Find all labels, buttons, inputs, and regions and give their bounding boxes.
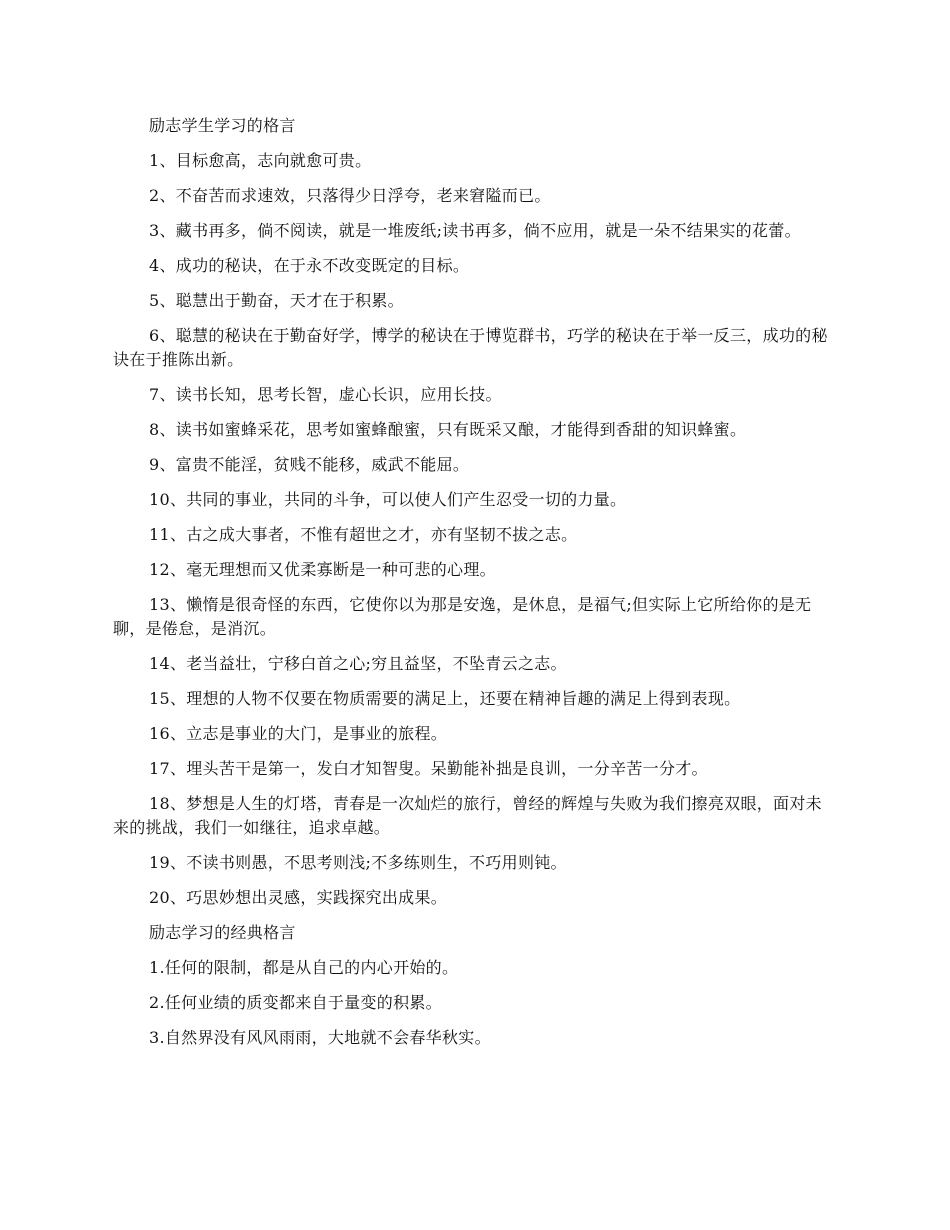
quote-paragraph: 12、毫无理想而又优柔寡断是一种可悲的心理。 (149, 560, 496, 579)
quote-paragraph: 3.自然界没有风风雨雨，大地就不会春华秋实。 (149, 1028, 491, 1047)
quote-paragraph: 15、理想的人物不仅要在物质需要的满足上，还要在精神旨趣的满足上得到表现。 (149, 689, 741, 708)
quote-paragraph: 1.任何的限制，都是从自己的内心开始的。 (149, 958, 459, 977)
quote-paragraph: 8、读书如蜜蜂采花，思考如蜜蜂酿蜜，只有既采又酿，才能得到香甜的知识蜂蜜。 (149, 420, 747, 439)
quote-paragraph: 2.任何业绩的质变都来自于量变的积累。 (149, 993, 442, 1012)
quote-paragraph: 17、埋头苦干是第一，发白才知智叟。呆勤能补拙是良训，一分辛苦一分才。 (149, 759, 708, 778)
section-heading: 励志学生学习的格言 (149, 116, 296, 135)
quote-paragraph: 6、聪慧的秘诀在于勤奋好学，博学的秘诀在于博览群书，巧学的秘诀在于举一反三，成功的秘诀在于推陈出新。 (113, 326, 828, 369)
quote-paragraph: 19、不读书则愚，不思考则浅;不多练则生，不巧用则钝。 (149, 853, 567, 872)
quote-paragraph: 11、古之成大事者，不惟有超世之才，亦有坚韧不拔之志。 (149, 525, 578, 544)
quote-paragraph: 13、懒惰是很奇怪的东西，它使你以为那是安逸，是休息，是福气;但实际上它所给你的是无聊，是倦怠，是消沉。 (113, 595, 812, 638)
quote-paragraph: 1、目标愈高，志向就愈可贵。 (149, 151, 372, 170)
quote-paragraph: 3、藏书再多，倘不阅读，就是一堆废纸;读书再多，倘不应用，就是一朵不结果实的花蕾。 (149, 221, 801, 240)
document-body (113, 114, 838, 1061)
quote-paragraph: 2、不奋苦而求速效，只落得少日浮夸，老来窘隘而已。 (149, 186, 551, 205)
section-heading: 励志学习的经典格言 (149, 923, 296, 942)
quote-paragraph: 14、老当益壮，宁移白首之心;穷且益坚，不坠青云之志。 (149, 654, 567, 673)
quote-paragraph: 18、梦想是人生的灯塔，青春是一次灿烂的旅行，曾经的辉煌与失败为我们擦亮双眼，面对未来的挑战，我们一如继往，追求卓越。 (113, 794, 822, 837)
quote-paragraph: 7、读书长知，思考长智，虚心长识，应用长技。 (149, 385, 502, 404)
quote-paragraph: 4、成功的秘诀，在于永不改变既定的目标。 (149, 256, 470, 275)
quote-paragraph: 10、共同的事业，共同的斗争，可以使人们产生忍受一切的力量。 (149, 490, 627, 509)
quote-paragraph: 9、富贵不能淫，贫贱不能移，威武不能屈。 (149, 455, 470, 474)
quote-paragraph: 20、巧思妙想出灵感，实践探究出成果。 (149, 888, 448, 907)
quote-paragraph: 16、立志是事业的大门，是事业的旅程。 (149, 724, 448, 743)
quote-paragraph: 5、聪慧出于勤奋，天才在于积累。 (149, 291, 404, 310)
